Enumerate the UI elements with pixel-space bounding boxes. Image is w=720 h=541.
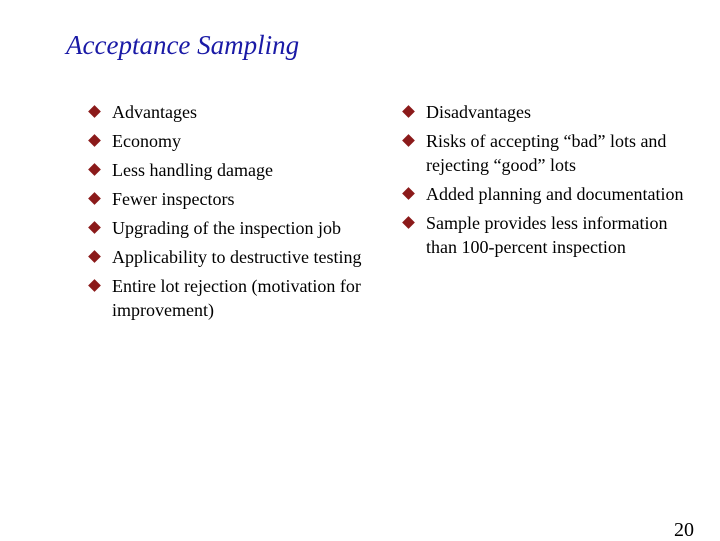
list-item (88, 158, 373, 182)
diamond-bullet-icon (88, 105, 101, 118)
slide-title: Acceptance Sampling (66, 30, 300, 60)
list-item-text: Applicability to destructive testing (112, 247, 362, 267)
page-number: 20 (674, 519, 694, 541)
list-item-text: Risks of accepting “bad” lots and rejecting “good” lots (426, 131, 667, 175)
diamond-bullet-icon (88, 134, 101, 147)
list-item (402, 182, 702, 206)
list-item (88, 129, 373, 153)
advantages-list (88, 100, 373, 327)
list-item (88, 245, 373, 269)
list-item-text: Upgrading of the inspection job (112, 218, 341, 238)
diamond-bullet-icon (402, 105, 415, 118)
list-item-text: Fewer inspectors (112, 189, 235, 209)
list-item-text: Economy (112, 131, 181, 151)
list-item (402, 100, 702, 124)
diamond-bullet-icon (88, 279, 101, 292)
diamond-bullet-icon (88, 163, 101, 176)
diamond-bullet-icon (402, 216, 415, 229)
diamond-bullet-icon (402, 187, 415, 200)
disadvantages-list (402, 100, 702, 264)
diamond-bullet-icon (88, 192, 101, 205)
diamond-bullet-icon (88, 250, 101, 263)
list-item (402, 129, 702, 177)
list-item-text: Advantages (112, 102, 197, 122)
diamond-bullet-icon (88, 221, 101, 234)
list-item-text: Disadvantages (426, 102, 531, 122)
list-item-text: Entire lot rejection (motivation for improvement) (112, 276, 361, 320)
list-item (88, 216, 373, 240)
list-item (88, 100, 373, 124)
list-item (88, 274, 373, 322)
list-item-text: Sample provides less information than 100-percent inspection (426, 213, 668, 257)
diamond-bullet-icon (402, 134, 415, 147)
list-item-text: Added planning and documentation (426, 184, 684, 204)
list-item-text: Less handling damage (112, 160, 273, 180)
list-item (88, 187, 373, 211)
list-item (402, 211, 702, 259)
